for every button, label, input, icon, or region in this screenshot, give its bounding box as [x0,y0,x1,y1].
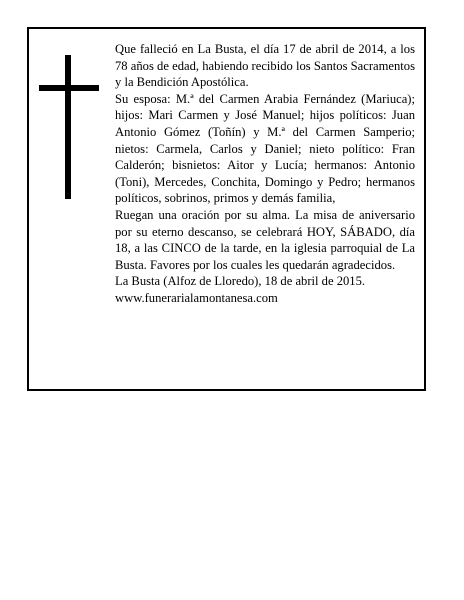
family-list: Su esposa: M.ª del Carmen Arabia Fernández (Mariuca); hijos: Mari Carmen y José Manuel; hijos políticos: Juan Antonio Gómez (Toñín) y M.ª del Carmen Samperio; nietos: Carmela, Carlos y Daniel; nieto político: Fran Calderón; bisnietos: Aitor y Lucía; hermanos: Antonio (Toni), Mercedes, Conchita, Domingo y Pedro; hermanos políticos, sobrinos, primos y demás familia, [115,91,415,206]
cross-icon [39,55,99,199]
death-announcement: Que falleció en La Busta, el día 17 de abril de 2014, a los 78 años de edad, habiendo recibido los Santos Sacramentos y la Bendición Apostólica. [115,42,415,90]
obituary-notice [27,27,426,391]
notice-body [115,41,415,307]
mass-invitation: Ruegan una oración por su alma. La misa de aniversario por su eterno descanso, se celebrará HOY, SÁBADO, día 18, a las CINCO de la tarde, en la iglesia parroquial de La Busta. Favores por los cuales les quedarán agradecidos. [115,207,415,272]
funeral-home-website: www.funerarialamontanesa.com [115,290,278,305]
cross-horizontal-bar [39,85,99,91]
cross-vertical-bar [65,55,71,199]
place-and-date: La Busta (Alfoz de Lloredo), 18 de abril de 2015. [115,274,366,289]
